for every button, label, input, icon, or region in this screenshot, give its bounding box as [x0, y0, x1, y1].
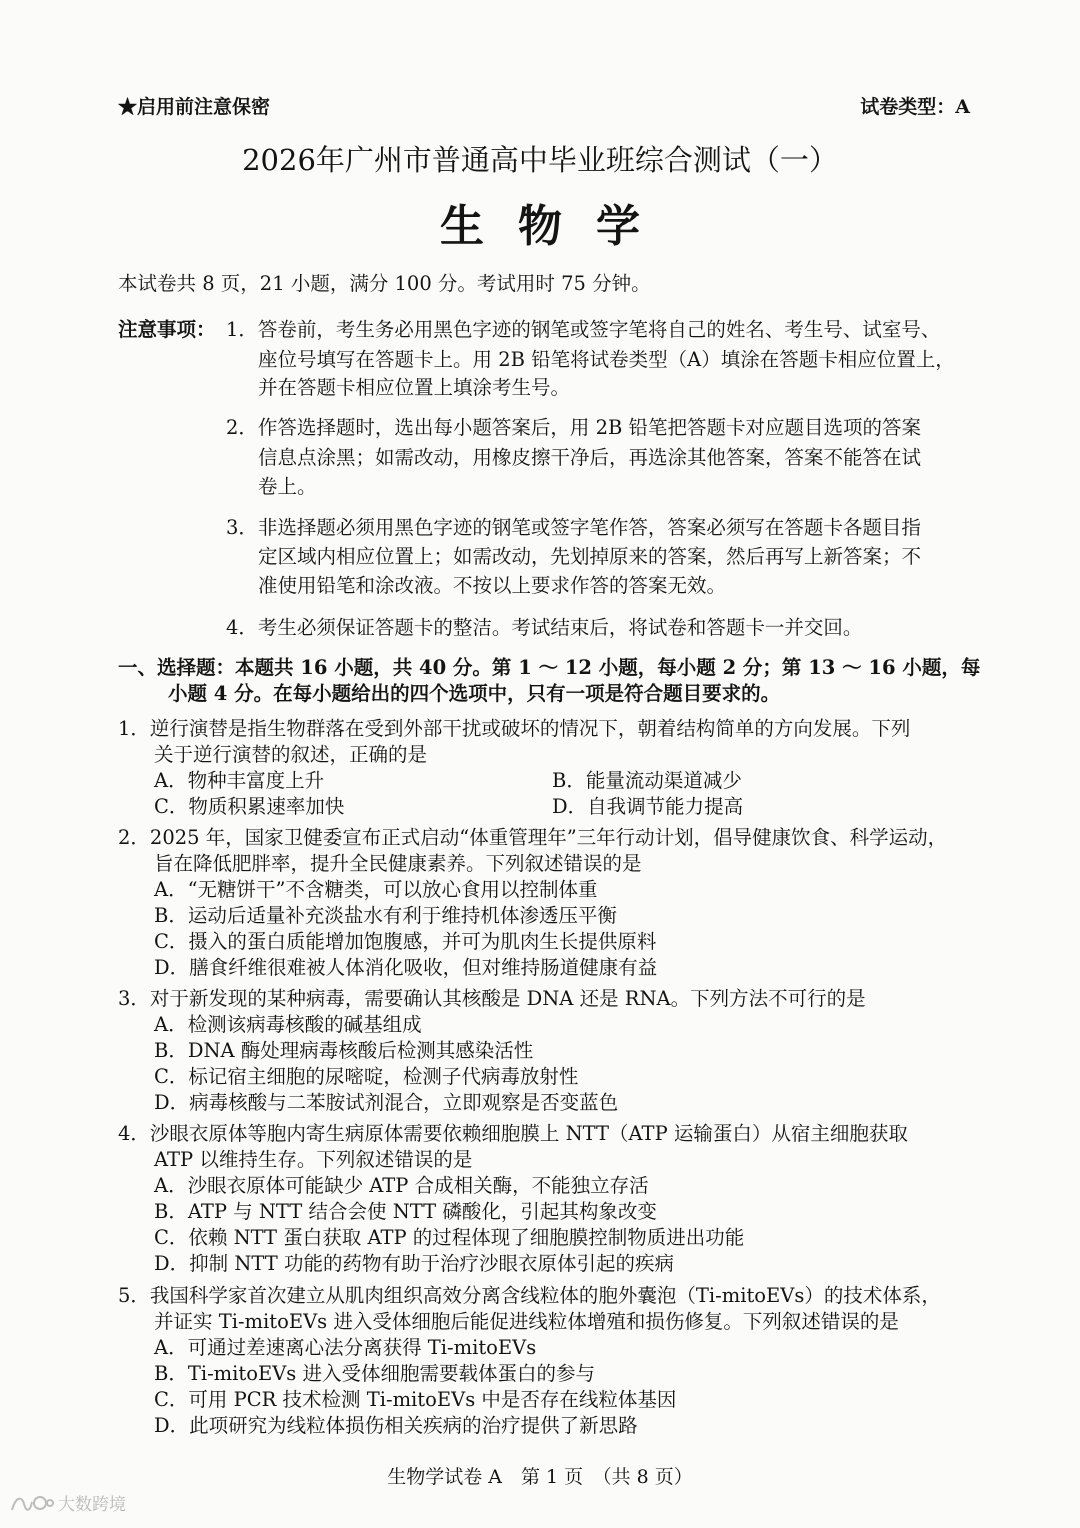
question-stem: ATP 以维持生存。下列叙述错误的是 — [154, 1148, 473, 1171]
option-b: B．DNA 酶处理病毒核酸后检测其感染活性 — [154, 1039, 534, 1062]
watermark-text: 大数跨境 — [58, 1495, 126, 1515]
notice-line: 3．非选择题必须用黑色字迹的钢笔或签字笔作答，答案必须写在答题卡各题目指 — [226, 516, 921, 539]
section-heading-cont: 小题 4 分。在每小题给出的四个选项中，只有一项是符合题目要求的。 — [168, 682, 781, 705]
subject-title: 生物学 — [440, 201, 674, 252]
option-a: A．物种丰富度上升 — [154, 769, 325, 792]
confidential-label: ★启用前注意保密 — [118, 96, 271, 118]
notice-line: 定区域内相应位置上；如需改动，先划掉原来的答案，然后再写上新答案；不 — [258, 545, 922, 568]
watermark-logo-icon — [10, 1492, 54, 1514]
option-a: A．可通过差速离心法分离获得 Ti-mitoEVs — [154, 1336, 537, 1359]
question-stem: 3．对于新发现的某种病毒，需要确认其核酸是 DNA 还是 RNA。下列方法不可行的是 — [118, 987, 866, 1010]
notice-line: 信息点涂黑；如需改动，用橡皮擦干净后，再选涂其他答案，答案不能答在试 — [258, 446, 922, 469]
question-stem: 5．我国科学家首次建立从肌肉组织高效分离含线粒体的胞外囊泡（Ti-mitoEVs）的技术体系， — [118, 1284, 941, 1307]
option-a: A．检测该病毒核酸的碱基组成 — [154, 1013, 422, 1036]
watermark — [10, 1490, 126, 1515]
notice-line: 准使用铅笔和涂改液。不按以上要求作答的答案无效。 — [258, 574, 727, 597]
option-d: D．抑制 NTT 功能的药物有助于治疗沙眼衣原体引起的疾病 — [154, 1252, 674, 1275]
option-d: D．膳食纤维很难被人体消化吸收，但对维持肠道健康有益 — [154, 956, 658, 979]
notice-label: 注意事项： — [118, 318, 216, 341]
question-stem: 2．2025 年，国家卫健委宣布正式启动“体重管理年”三年行动计划，倡导健康饮食、科学运动， — [118, 826, 948, 849]
question-stem: 4．沙眼衣原体等胞内寄生病原体需要依赖细胞膜上 NTT（ATP 运输蛋白）从宿主细胞获取 — [118, 1122, 908, 1145]
paper-type-label: 试卷类型：A — [860, 96, 970, 118]
option-c: C．可用 PCR 技术检测 Ti-mitoEVs 中是否存在线粒体基因 — [154, 1388, 677, 1411]
notice-line: 卷上。 — [258, 475, 317, 498]
option-c: C．摄入的蛋白质能增加饱腹感，并可为肌肉生长提供原料 — [154, 930, 657, 953]
option-b: B．运动后适量补充淡盐水有利于维持机体渗透压平衡 — [154, 904, 617, 927]
option-b: B．Ti-mitoEVs 进入受体细胞需要载体蛋白的参与 — [154, 1362, 595, 1385]
notice-line: 1．答卷前，考生务必用黑色字迹的钢笔或签字笔将自己的姓名、考生号、试室号、 — [226, 318, 941, 341]
question-stem: 旨在降低肥胖率，提升全民健康素养。下列叙述错误的是 — [154, 852, 642, 875]
notice-line: 2．作答选择题时，选出每小题答案后，用 2B 铅笔把答题卡对应题目选项的答案 — [226, 416, 922, 439]
question-stem: 1．逆行演替是指生物群落在受到外部干扰或破坏的情况下，朝着结构简单的方向发展。下列 — [118, 717, 911, 740]
intro-text: 本试卷共 8 页，21 小题，满分 100 分。考试用时 75 分钟。 — [118, 272, 651, 295]
option-c: C．依赖 NTT 蛋白获取 ATP 的过程体现了细胞膜控制物质进出功能 — [154, 1226, 745, 1249]
question-stem: 关于逆行演替的叙述，正确的是 — [154, 743, 428, 766]
notice-line: 座位号填写在答题卡上。用 2B 铅笔将试卷类型（A）填涂在答题卡相应位置上， — [258, 348, 955, 371]
option-d: D．自我调节能力提高 — [552, 795, 744, 818]
option-a: A．沙眼衣原体可能缺少 ATP 合成相关酶，不能独立存活 — [154, 1174, 649, 1197]
option-c: C．标记宿主细胞的尿嘧啶，检测子代病毒放射性 — [154, 1065, 579, 1088]
section-heading: 一、选择题：本题共 16 小题，共 40 分。第 1 ～ 12 小题，每小题 2 分；第 13 ～ 16 小题，每 — [118, 656, 981, 679]
option-b: B．ATP 与 NTT 结合会使 NTT 磷酸化，引起其构象改变 — [154, 1200, 657, 1223]
option-d: D．病毒核酸与二苯胺试剂混合，立即观察是否变蓝色 — [154, 1091, 619, 1114]
option-b: B．能量流动渠道减少 — [552, 769, 742, 792]
option-a: A．“无糖饼干”不含糖类，可以放心食用以控制体重 — [154, 878, 598, 901]
notice-line: 4．考生必须保证答题卡的整洁。考试结束后，将试卷和答题卡一并交回。 — [226, 616, 863, 639]
option-d: D．此项研究为线粒体损伤相关疾病的治疗提供了新思路 — [154, 1414, 638, 1437]
option-c: C．物质积累速率加快 — [154, 795, 345, 818]
exam-title: 2026年广州市普通高中毕业班综合测试（一） — [242, 143, 838, 177]
question-stem: 并证实 Ti-mitoEVs 进入受体细胞后能促进线粒体增殖和损伤修复。下列叙述错误的是 — [154, 1310, 899, 1333]
page-footer: 生物学试卷 A 第 1 页 （共 8 页） — [387, 1466, 693, 1488]
notice-line: 并在答题卡相应位置上填涂考生号。 — [258, 376, 571, 399]
